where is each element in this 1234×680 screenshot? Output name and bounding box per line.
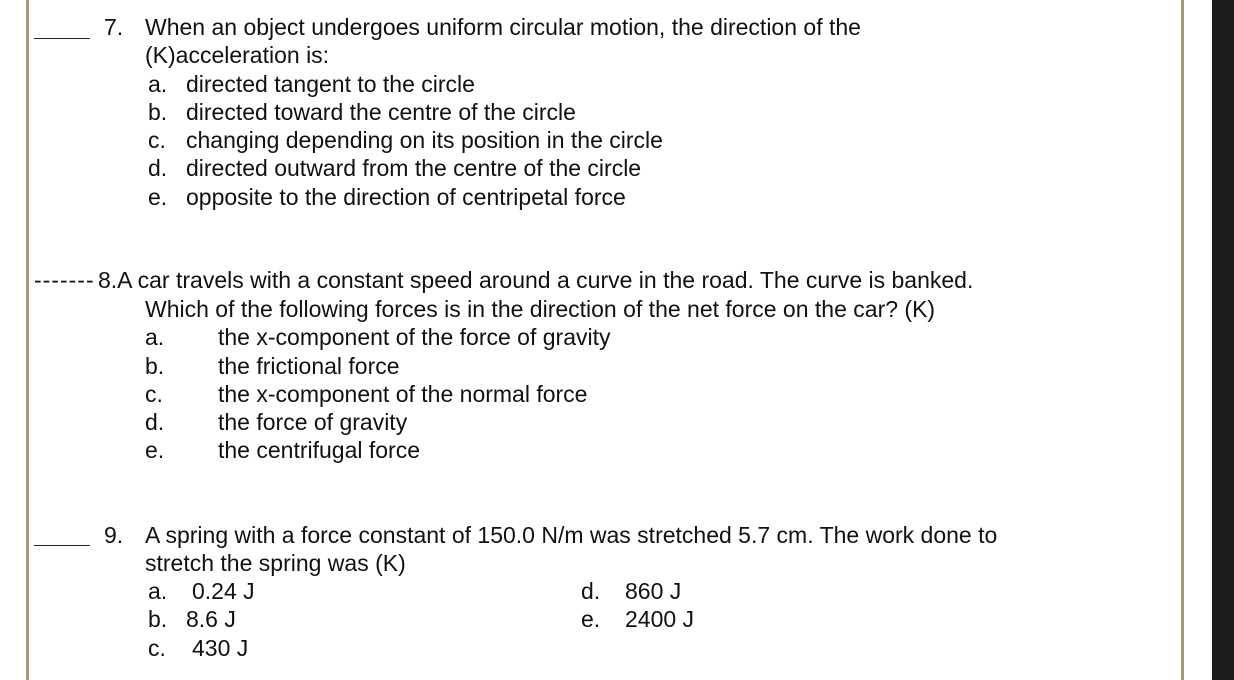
question-number: 9. — [104, 522, 124, 548]
option-text-c: changing depending on its position in the circle — [186, 127, 663, 153]
answer-blank-9-text — [34, 524, 98, 552]
option-text-d: directed outward from the centre of the circle — [186, 155, 642, 181]
option-text-b: directed toward the centre of the circle — [186, 99, 576, 125]
question-stem-line-1: A spring with a force constant of 150.0 N/m was stretched 5.7 cm. The work done to — [145, 522, 998, 548]
option-letter-b: b. — [145, 353, 165, 379]
question-stem-line-1: 8.A car travels with a constant speed around a curve in the road. The curve is banked. — [98, 267, 974, 293]
option-text-e: the centrifugal force — [218, 437, 421, 463]
page-border-left — [26, 0, 29, 680]
option-text-c: the x-component of the normal force — [218, 381, 588, 407]
option-letter-d: d. — [148, 155, 168, 181]
question-stem-line-2: Which of the following forces is in the direction of the net force on the car? (K) — [145, 296, 936, 322]
option-text-e: 2400 J — [625, 606, 695, 632]
option-letter-d: d. — [581, 578, 601, 604]
question-number: 7. — [104, 14, 124, 40]
option-text-a: the x-component of the force of gravity — [218, 324, 611, 350]
option-letter-c: c. — [145, 381, 163, 407]
answer-blank-8[interactable]: ------- — [34, 267, 95, 293]
question-stem-line-1: When an object undergoes uniform circular motion, the direction of the — [145, 14, 861, 40]
question-stem-line-2: (K)acceleration is: — [145, 42, 330, 68]
option-text-c: 430 J — [192, 635, 249, 661]
question-stem-line-2: stretch the spring was (K) — [145, 550, 406, 576]
option-letter-a: a. — [148, 71, 168, 97]
option-letter-c: c. — [148, 635, 166, 661]
option-letter-b: b. — [148, 606, 168, 632]
option-letter-e: e. — [148, 184, 168, 210]
option-letter-d: d. — [145, 409, 165, 435]
option-text-e: opposite to the direction of centripetal force — [186, 184, 626, 210]
answer-blank-7-text — [34, 16, 98, 44]
option-letter-a: a. — [145, 324, 165, 350]
option-letter-e: e. — [581, 606, 601, 632]
page-border-right — [1181, 0, 1184, 680]
option-text-b: the frictional force — [218, 353, 400, 379]
option-text-a: 0.24 J — [192, 578, 255, 604]
option-letter-b: b. — [148, 99, 168, 125]
option-letter-a: a. — [148, 578, 168, 604]
option-letter-c: c. — [148, 127, 166, 153]
option-text-d: the force of gravity — [218, 409, 408, 435]
dark-screen-edge — [1212, 0, 1234, 680]
option-text-a: directed tangent to the circle — [186, 71, 475, 97]
option-text-b: 8.6 J — [186, 606, 236, 632]
option-letter-e: e. — [145, 437, 165, 463]
option-text-d: 860 J — [625, 578, 682, 604]
